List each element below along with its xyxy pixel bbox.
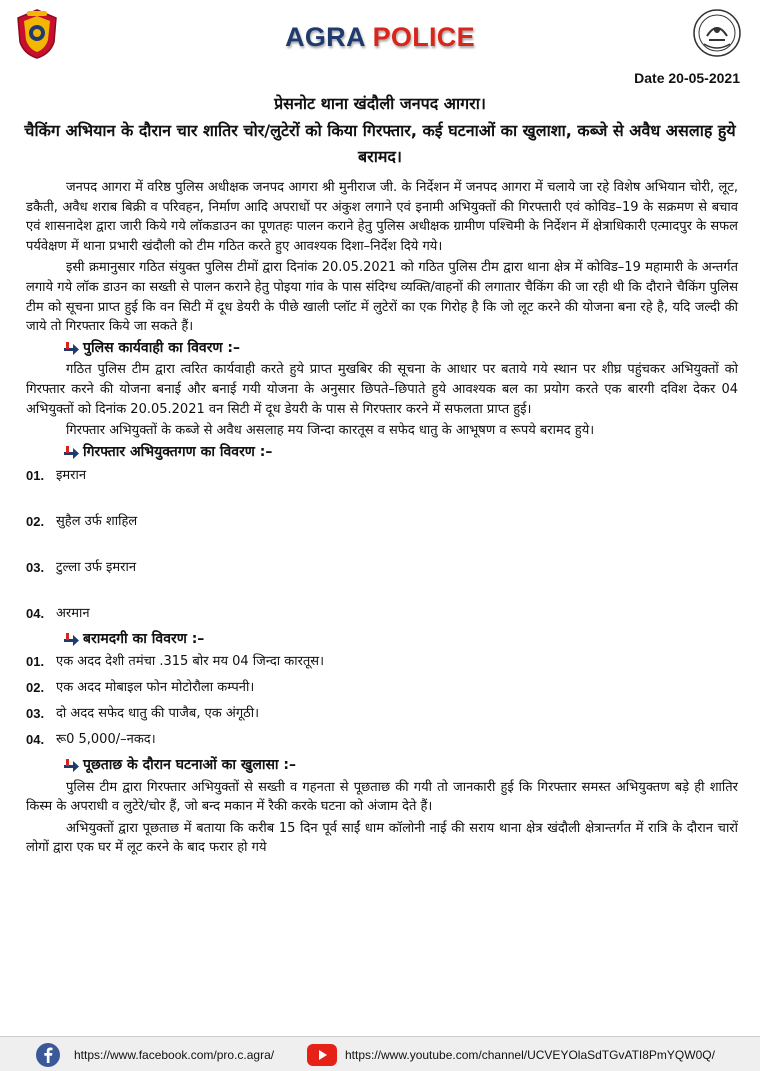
section-heading-action xyxy=(62,339,738,359)
arrow-marker-icon xyxy=(62,446,80,460)
list-item-text: अरमान xyxy=(56,606,90,622)
list-item xyxy=(26,678,738,704)
paragraph-intro: जनपद आगरा में वरिष्ठ पुलिस अधीक्षक जनपद आगरा श्री मुनीराज जी. के निर्देशन में जनपद आगरा में चलाये जा रहे विशेष अभियान चोरी, लूट, डकैती, अवैध शराब बिक्री व परिवहन, निर्माण आदि अपराधों पर अंकुश लगाने एवं इनामी अभियुक्तों की गिरफ्तारी एवं कोविड–19 के सक्रमण से बचाव एवं शासनादेश द्वारा जारी किये गये लॉकडाउन का पूणतहः पालन कराने हेतु पुलिस अधीक्षक ग्रामीण पश्चिमी के निर्देशन में क्षेत्राधिकारी एत्मादपुर के सफल पर्यवेक्षण में थाना प्रभारी खंदौली को टीम गठित करते हुए आवश्यक दिशा–निर्देश दिये गये। xyxy=(26,180,738,254)
paragraph-seizure: गिरफ्तार अभियुक्तों के कब्जे से अवैध असलाह मय जिन्दा कारतूस व सफेद धातु के आभूषण व रूपये बरामद हुये। xyxy=(66,423,595,439)
paragraph-disclosure: अभियुक्तों द्वारा पूछताछ में बताया कि करीब 15 दिन पूर्व साईं धाम कॉलोनी नाई की सराय थाना क्षेत्र खंदौली क्षेत्रान्तर्गत में रात्रि के दौरान चारों लोगों द्वारा एक घर में लूट करने के बाद फरार हो गये xyxy=(26,820,738,856)
arrow-marker-icon xyxy=(62,759,80,773)
arrested-list xyxy=(26,466,738,628)
list-item-text: इमरान xyxy=(56,468,87,484)
section-heading-recovery-label: बरामदगी का विवरण :– xyxy=(83,631,205,648)
brand-word-agra: AGRA xyxy=(285,22,365,52)
page-header xyxy=(0,0,760,92)
list-item-number: 01. xyxy=(26,468,45,484)
list-item-text: टुल्ला उर्फ इमरान xyxy=(56,560,137,576)
list-item-text: एक अदद देशी तमंचा .315 बोर मय 04 जिन्दा कारतूस। xyxy=(56,653,325,669)
list-item xyxy=(26,730,738,754)
facebook-link[interactable]: https://www.facebook.com/pro.c.agra/ xyxy=(74,1048,275,1062)
list-item-number: 04. xyxy=(26,731,45,747)
list-item-number: 03. xyxy=(26,560,45,576)
press-title-line1: प्रेसनोट थाना खंदौली जनपद आगरा। xyxy=(274,94,486,113)
section-heading-interrogation xyxy=(62,756,738,776)
list-item xyxy=(26,466,738,512)
section-heading-action-label: पुलिस कार्यवाही का विवरण :– xyxy=(83,339,241,356)
list-item-text: एक अदद मोबाइल फोन मोटोरौला कम्पनी। xyxy=(56,679,255,695)
list-item-text: सुहैल उर्फ शाहिल xyxy=(56,514,138,530)
arrow-marker-icon xyxy=(62,342,80,356)
list-item xyxy=(26,558,738,604)
youtube-link[interactable]: https://www.youtube.com/channel/UCVEYOlaSdTGvATI8PmYQW0Q/ xyxy=(345,1048,715,1062)
press-date: Date 20-05-2021 xyxy=(634,70,740,86)
paragraph-information: इसी क्रमानुसार गठित संयुक्त पुलिस टीमों द्वारा दिनांक 20.05.2021 को गठित पुलिस टीम द्वारा थाना क्षेत्र में कोविड–19 महामारी के अन्तर्गत लगाये गये लॉक डाउन का सख्ती से पालन कराने हेतु पोइया गांव के पास संदिग्ध व्यक्ति/वाहनों की लगातार चैकिंग की जा रही थी कि दौराने चैकिंग पुलिस टीम को सूचना प्राप्त हुई कि वन सिटी में दूध डेयरी के पीछे खाली प्लॉट में लुटेरों का एक गिरोह है कि जो लूट करने की योजना बना रहे है, यदि जल्दी की जाये तो गिरफ्तार किये जा सकते हैं। xyxy=(26,260,738,335)
arrow-marker-icon xyxy=(62,633,80,647)
list-item-number: 04. xyxy=(26,606,45,622)
facebook-icon[interactable] xyxy=(36,1043,60,1067)
list-item xyxy=(26,704,738,730)
paragraph-interrogation: पुलिस टीम द्वारा गिरफ्तार अभियुक्तों से सख्ती व गहनता से पूछताछ की गयी तो जानकारी हुई कि गिरफ्तार समस्त अभियुक्तण बड़े ही शातिर किस्म के अपराधी व लुटेरे/चोर हैं, जो बन्द मकान में रैकी करके घटना को अंजाम देते हैं। xyxy=(26,779,738,815)
brand-title xyxy=(0,22,760,53)
list-item-number: 01. xyxy=(26,653,45,669)
paragraph-action: गठित पुलिस टीम द्वारा त्वरित कार्यवाही करते हुये प्राप्त मुखबिर की सूचना के आधार पर बताये गये स्थान पर शीघ्र पहुंचकर अभियुक्तों को गिरफ्तार करने की योजना बनाई और बनाई गयी योजना के अनुसार छिपते–छिपाते हुये आवश्यक बल का प्रयोग करते एक बारगी दविश देकर 04 अभियुक्तों को दिनांक 20.05.2021 वन सिटी में दूध डेयरी के पास से गिरफ्तार करने में सफलता प्राप्त हुई। xyxy=(26,362,738,417)
social-footer xyxy=(0,1036,760,1071)
up-government-seal-icon xyxy=(692,8,742,58)
list-item xyxy=(26,652,738,678)
list-item xyxy=(26,512,738,558)
list-item-number: 02. xyxy=(26,514,45,530)
list-item-number: 03. xyxy=(26,705,45,721)
section-heading-interrogation-label: पूछताछ के दौरान घटनाओं का खुलासा :– xyxy=(83,756,297,773)
press-title-block xyxy=(20,92,740,170)
press-title-line2: चैकिंग अभियान के दौरान चार शातिर चोर/लुटेरों को किया गिरफ्तार, कई घटनाओं का खुलाशा, कब्जे से अवैध असलाह हुये बरामद। xyxy=(24,121,736,166)
list-item-text: दो अदद सफेद धातु की पाजैब, एक अंगूठी। xyxy=(56,705,259,721)
list-item xyxy=(26,604,738,628)
list-item-text: रू0 5,000/–नकद। xyxy=(56,731,156,747)
press-body xyxy=(26,178,738,861)
brand-word-police: POLICE xyxy=(372,22,475,52)
youtube-icon[interactable] xyxy=(307,1044,337,1066)
section-heading-arrested xyxy=(62,443,738,463)
list-item-number: 02. xyxy=(26,679,45,695)
recovery-list xyxy=(26,652,738,754)
section-heading-arrested-label: गिरफ्तार अभियुक्तगण का विवरण :– xyxy=(83,443,273,460)
section-heading-recovery xyxy=(62,630,738,650)
